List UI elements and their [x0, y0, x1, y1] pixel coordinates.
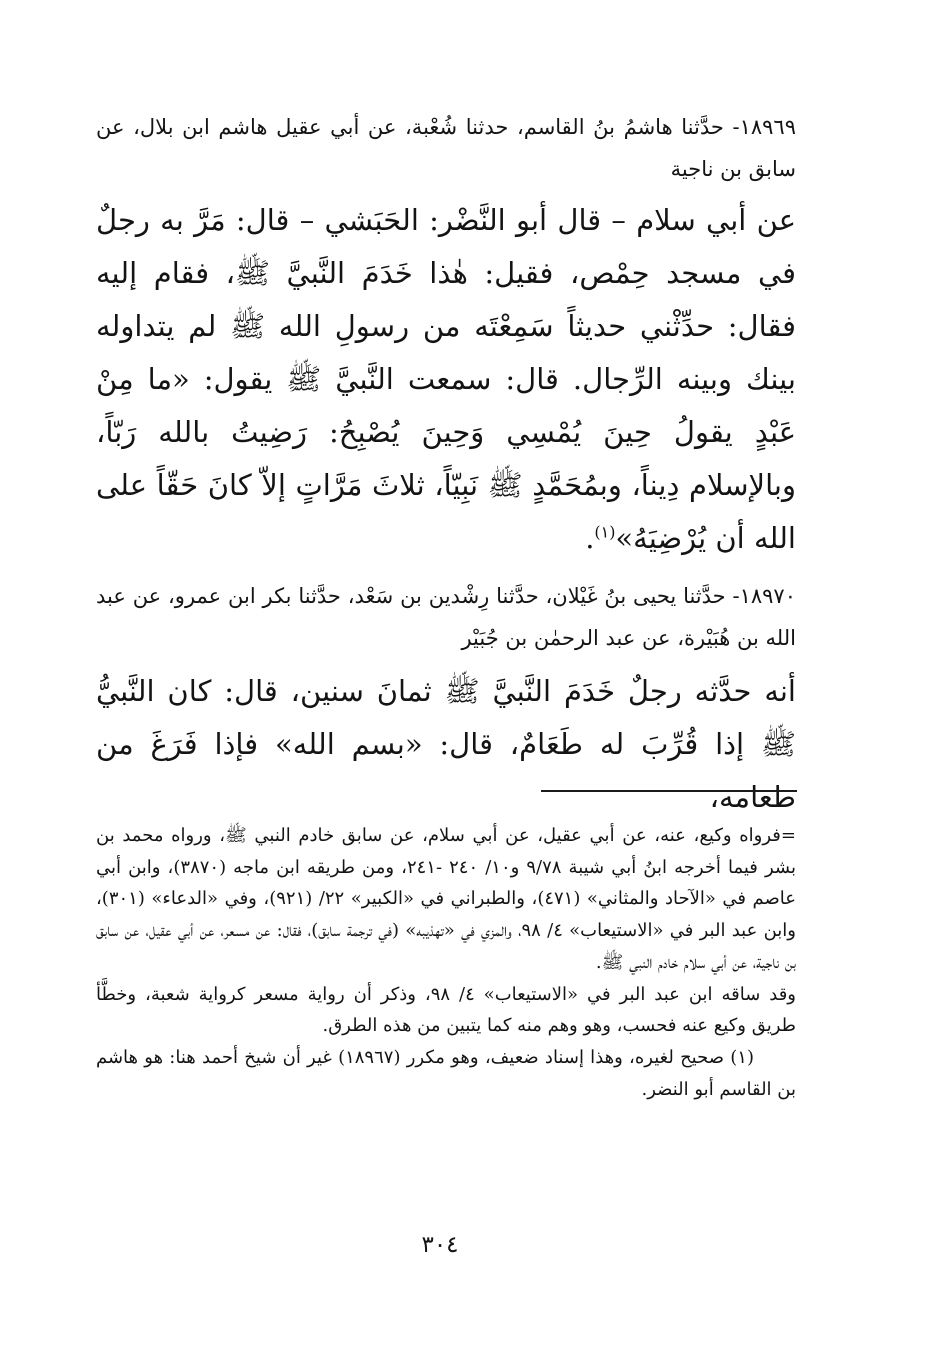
hadith-number: ١٨٩٧٠- — [732, 584, 796, 608]
matn-text: أنه حدَّثه رجلٌ خَدَمَ النَّبيَّ ﷺ ثمانَ سنين، قال: كان النَّبيُّ ﷺ إذا قُرِّبَ له طَعَامٌ، قال: «بسم الله» فإذا فَرَغَ من طعامه، — [96, 674, 796, 814]
main-text — [96, 106, 796, 824]
hadith-number: ١٨٩٦٩- — [732, 115, 796, 139]
hadith-entry — [96, 106, 796, 565]
matn-end: . — [585, 521, 595, 555]
isnad-text: حدَّثنا يحيى بنُ غَيْلان، حدَّثنا رِشْدين بن سَعْد، حدَّثنا بكر ابن عمرو، عن عبد الله بن هُبَيْرة، عن عبد الرحمٰن بن جُبَيْر — [96, 584, 796, 650]
footnote-continued: =فرواه وكيع، عنه، عن أبي عقيل، عن أبي سلام، عن سابق خادم النبي ﷺ، ورواه محمد بن بشر فيما أخرجه ابنُ أبي شيبة ٩/٧٨ و١٠/ ٢٤٠ -٢٤١، ومن طريقه ابن ماجه (٣٨٧٠)، وابن أبي عاصم في «الآحاد والمثاني» (٤٧١)، والطبراني في «الكبير» ٢٢/ (٩٢١)، وفي «الدعاء» (٣٠١)، وابن عبد البر في «الاستيعاب» ٤/ ٩٨، والمزي في «تهذيبه» (في ترجمة سابق)، فقال: عن مسعر، عن أبي عقيل، عن سابق بن ناجية، عن أبي سلام خادم النبي ﷺ. — [96, 825, 797, 973]
page-number: ٣٠٤ — [421, 1232, 459, 1258]
footnotes — [96, 820, 796, 1105]
hadith-matn — [96, 194, 796, 565]
hadith-isnad — [96, 106, 796, 190]
footnote-separator — [541, 790, 797, 792]
matn-text: عن أبي سلام – قال أبو النَّضْر: الحَبَشي – قال: مَرَّ به رجلٌ في مسجد حِمْص، فقيل: هٰذا خَدَمَ النَّبيَّ ﷺ، فقام إليه فقال: حدِّثْني حديثاً سَمِعْتَه من رسولِ الله ﷺ لم يتداوله بينك وبينه الرِّجال. قال: سمعت النَّبيَّ ﷺ يقول: «ما مِنْ عَبْدٍ يقولُ حِينَ يُمْسِي وَحِينَ يُصْبِحُ: رَضِيتُ بالله رَبّاً، وبالإسلام دِيناً، وبمُحَمَّدٍ ﷺ نَبِيّاً، ثلاثَ مَرَّاتٍ إلاّ كانَ حَقّاً على الله أن يُرْضِيَهُ» — [96, 203, 796, 555]
footnote-continued-remark: وقد ساقه ابن عبد البر في «الاستيعاب» ٤/ ٩٨، وذكر أن رواية مسعر كرواية شعبة، وخطَّأ طريق وكيع عنه فحسب، وهو وهم منه كما يتبين من هذه الطرق. — [96, 983, 796, 1037]
isnad-text: حدَّثنا هاشمُ بنُ القاسم، حدثنا شُعْبة، عن أبي عقيل هاشم ابن بلال، عن سابق بن ناجية — [96, 115, 796, 181]
hadith-isnad — [96, 575, 796, 659]
hadith-matn — [96, 665, 796, 824]
footnote-1: (١) صحيح لغيره، وهذا إسناد ضعيف، وهو مكرر (١٨٩٦٧) غير أن شيخ أحمد هنا: هو هاشم بن القاسم أبو النضر. — [96, 1046, 796, 1100]
hadith-entry — [96, 575, 796, 824]
footnote-marker: (١) — [594, 522, 616, 542]
